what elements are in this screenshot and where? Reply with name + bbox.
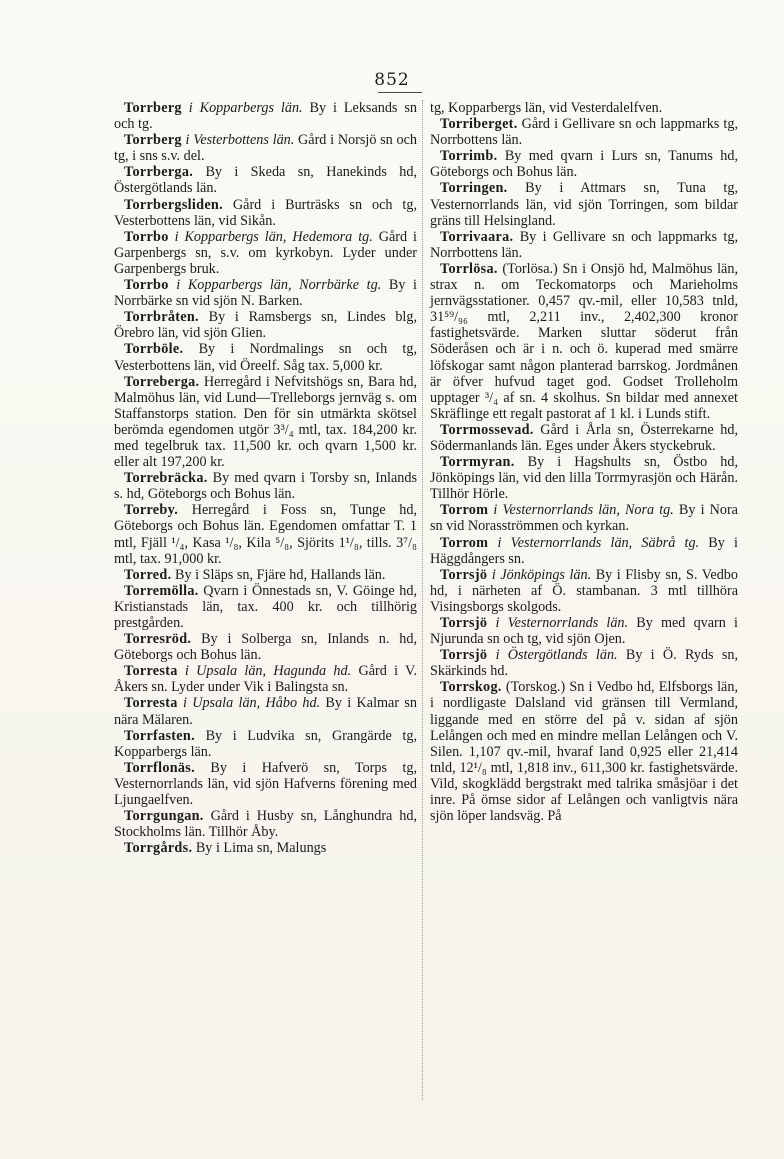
dictionary-entry	[114, 502, 417, 566]
dictionary-entry	[114, 631, 417, 663]
entry-headword: Torreby.	[124, 502, 179, 519]
left-column	[114, 100, 417, 856]
entry-text: By i Ö. Ryds sn, Skärkinds hd.	[430, 647, 738, 680]
entry-headword: Torrom	[440, 502, 489, 519]
dictionary-entry	[430, 647, 738, 679]
entry-headword: Torred.	[124, 566, 172, 583]
dictionary-entry	[114, 164, 417, 196]
entry-text: Herregård i Nefvitshögs sn, Bara hd, Malmöhus län, vid Lund—Trelleborgs jernväg s. om Staffanstorps station. Den för sin utmärkta skötsel berömda egendomen utgör 3³/₄ mtl, tax. 184,200 kr. med tegelbruk tax. 11,500 kr. och qvarn 1,500 kr. eller alt 197,200 kr.	[114, 373, 417, 471]
entry-text: By i Solberga sn, Inlands n. hd, Göteborgs och Bohus län.	[114, 631, 417, 664]
entry-headword: Torrmossevad.	[440, 421, 534, 438]
entry-region: i Vesternorrlands län, Nora tg.	[488, 502, 674, 519]
entry-headword: Torresröd.	[124, 631, 192, 648]
entry-headword: Torrmyran.	[440, 454, 515, 471]
dictionary-entry	[430, 502, 738, 534]
header-rule	[378, 92, 422, 93]
column-divider	[422, 100, 423, 1100]
entry-headword: Torrbergsliden.	[124, 196, 223, 213]
entry-headword: Torrgungan.	[124, 808, 204, 825]
entry-headword: Torresta	[124, 695, 178, 712]
entry-text: By i Ludvika sn, Grangärde tg, Kopparbergs län.	[114, 727, 417, 760]
dictionary-entry	[114, 197, 417, 229]
entry-headword: Torrgårds.	[124, 840, 193, 857]
dictionary-entry	[430, 148, 738, 180]
entry-headword: Torrlösa.	[440, 260, 498, 277]
entry-headword: Torrom	[440, 534, 489, 551]
entry-region: i Vesterbottens län.	[181, 132, 295, 149]
entry-headword: Torreberga.	[124, 373, 200, 390]
entry-headword: Torresta	[124, 663, 178, 680]
dictionary-entry	[430, 261, 738, 422]
entry-region: i Vesternorrlands län, Säbrå tg.	[488, 534, 700, 551]
entry-text: Qvarn i Önnestads sn, V. Göinge hd, Kristianstads län, tax. 400 kr. och tillhörig prestgården.	[114, 582, 417, 631]
entry-region: i Kopparbergs län, Hedemora tg.	[168, 228, 373, 245]
entry-region: i Kopparbergs län.	[181, 100, 303, 116]
dictionary-entry	[430, 422, 738, 454]
dictionary-entry	[430, 567, 738, 615]
entry-region: i Upsala län, Hagunda hd.	[177, 663, 352, 680]
entry-text: By i Gellivare sn och lappmarks tg, Norrbottens län.	[430, 228, 738, 261]
entry-text: By i Häggdångers sn.	[430, 534, 739, 567]
dictionary-entry	[430, 454, 738, 502]
entry-headword: Torrfasten.	[124, 727, 195, 744]
entry-headword: Torrimb.	[440, 148, 498, 165]
dictionary-entry	[430, 229, 738, 261]
dictionary-entry	[114, 728, 417, 760]
entry-region: i Östergötlands län.	[487, 647, 618, 664]
dictionary-entry	[114, 100, 417, 132]
entry-text: Gård i Husby sn, Långhundra hd, Stockholms län. Tillhör Åby.	[114, 808, 417, 841]
dictionary-entry	[114, 808, 417, 840]
entry-headword: Torrsjö	[440, 647, 488, 664]
entry-text: tg, Kopparbergs län, vid Vesterdalelfven.	[430, 100, 663, 116]
entry-headword: Torrsjö	[440, 615, 488, 631]
dictionary-entry	[114, 277, 417, 309]
dictionary-entry	[114, 132, 417, 164]
entry-headword: Torringen.	[440, 180, 508, 197]
entry-text: By i Flisby sn, S. Vedbo hd, i närheten af Ö. stambanan. 3 mtl tillhöra Visingsborgs skolgods.	[430, 566, 738, 615]
entry-text: Gård i Norsjö sn och tg, i sns s.v. del.	[114, 132, 417, 165]
entry-headword: Torrbo	[124, 277, 169, 294]
dictionary-entry	[430, 180, 738, 228]
dictionary-entry	[114, 341, 417, 373]
dictionary-entry	[114, 583, 417, 631]
entry-text: (Torskog.) Sn i Vedbo hd, Elfsborgs län, i nordligaste Dalsland vid gränsen till Vermland, liggande med en större del på v. sidan af sjön Lelången och med en mindre mellan Lelången och V. Silen. 1,107 qv.-mil, hvaraf land 0,925 eller 21,414 tnld, 12¹/₈ mtl, 1,818 inv., 611,300 kr. fastighetsvärde. Vild, skogklädd bergstrakt med talrika småsjöar i det inre. På ömse sidor af Lelången och vanligtvis nära sjön löper landsväg. På	[430, 679, 738, 825]
dictionary-entry	[430, 679, 738, 824]
entry-text: Herregård i Foss sn, Tunge hd, Göteborgs och Bohus län. Egendomen omfattar T. 1 mtl, Fjäll ¹/₄, Kasa ¹/₈, Kila ⁵/₈, Sjörits 1¹/₈, tills. 3⁷/₈ mtl, tax. 91,000 kr.	[114, 502, 417, 567]
entry-text: By i Leksands sn och tg.	[114, 100, 417, 133]
dictionary-entry	[430, 100, 738, 116]
entry-text: By i Skeda sn, Hanekinds hd, Östergötlands län.	[114, 164, 417, 197]
entry-text: By i Hafverö sn, Torps tg, Vesternorrlands län, vid sjön Hafverns förening med Ljungaelfven.	[114, 759, 417, 809]
entry-headword: Torrbo	[124, 228, 169, 245]
dictionary-entry	[114, 309, 417, 341]
dictionary-entry	[114, 374, 417, 471]
entry-text: Gård i Garpenbergs sn, s.v. om kyrkobyn. Lyder under Garpenbergs bruk.	[114, 228, 417, 277]
entry-text: By i Släps sn, Fjäre hd, Hallands län.	[171, 566, 386, 583]
page-number: 852	[374, 70, 410, 90]
entry-headword: Torrberg	[124, 100, 182, 116]
entry-headword: Torrberg	[124, 132, 182, 149]
entry-region: i Upsala län, Håbo hd.	[177, 695, 321, 712]
entry-text: By i Hagshults sn, Östbo hd, Jönköpings län, vid den lilla Torrmyrasjön och Härån. Tillhör Hörle.	[430, 454, 738, 503]
entry-text: By i Norrbärke sn vid sjön N. Barken.	[114, 277, 418, 310]
entry-text: By i Nora sn vid Norasströmmen och kyrkan.	[430, 502, 738, 535]
right-column	[430, 100, 738, 824]
entry-text: (Torlösa.) Sn i Onsjö hd, Malmöhus län, strax n. om Teckomatorps och Marieholms jernvägsstationer. 0,457 qv.-mil, eller 10,583 tnld, 31⁵⁹/₉₆ mtl, 2,211 inv., 2,402,300 kronor fastighetsvärde. Marken sluttar söderut från Söderåsen och är i n. och ö. kuperad med smärre löfskogar samt någon planterad barrskog. Jordmånen är öfver hufvud taget god. Godset Trolleholm upptager ³/₄ af sn. 4 skolhus. Sn bildar med annexet Skräflinge ett regalt pastorat af 1 kl. i Lunds stift.	[430, 260, 738, 422]
entry-region: i Kopparbergs län, Norrbärke tg.	[168, 277, 382, 294]
dictionary-entry	[114, 695, 417, 727]
entry-headword: Torrivaara.	[440, 228, 514, 245]
entry-text: By i Nordmalings sn och tg, Vesterbottens län, vid Öreelf. Såg tax. 5,000 kr.	[114, 341, 417, 374]
dictionary-entry	[114, 470, 417, 502]
entry-headword: Torrsjö	[440, 566, 488, 583]
dictionary-entry	[430, 535, 738, 567]
dictionary-entry	[430, 116, 738, 148]
entry-text: By i Lima sn, Malungs	[192, 840, 327, 857]
entry-headword: Torrflonäs.	[124, 759, 195, 776]
entry-headword: Torrböle.	[124, 341, 184, 358]
dictionary-entry	[114, 567, 417, 583]
entry-text: Gård i V. Åkers sn. Lyder under Vik i Balingsta sn.	[114, 663, 418, 696]
entry-headword: Torrberga.	[124, 164, 194, 181]
dictionary-entry	[114, 229, 417, 277]
dictionary-entry	[114, 840, 417, 856]
entry-text: By i Kalmar sn nära Mälaren.	[114, 695, 418, 728]
entry-text: By i Attmars sn, Tuna tg, Vesternorrlands län, vid sjön Torringen, som bildar gräns till Helsingland.	[430, 180, 738, 229]
entry-headword: Torrebräcka.	[124, 470, 208, 487]
entry-region: i Vesternorrlands län.	[487, 615, 629, 631]
entry-headword: Torriberget.	[440, 116, 518, 133]
entry-text: By i Ramsbergs sn, Lindes blg, Örebro län, vid sjön Glien.	[114, 309, 417, 342]
entry-headword: Torrbråten.	[124, 309, 199, 326]
entry-headword: Torrskog.	[440, 679, 502, 696]
dictionary-entry	[114, 663, 417, 695]
entry-text: By med qvarn i Torsby sn, Inlands s. hd, Göteborgs och Bohus län.	[114, 470, 417, 503]
entry-headword: Torremölla.	[124, 582, 199, 599]
entry-text: By med qvarn i Njurunda sn och tg, vid sjön Ojen.	[430, 615, 738, 648]
entry-text: By med qvarn i Lurs sn, Tanums hd, Göteborgs och Bohus län.	[430, 148, 738, 181]
entry-text: Gård i Årla sn, Österrekarne hd, Södermanlands län. Eges under Åkers styckebruk.	[430, 421, 738, 454]
entry-region: i Jönköpings län.	[487, 566, 592, 583]
entry-text: Gård i Gellivare sn och lappmarks tg, Norrbottens län.	[430, 116, 738, 149]
dictionary-entry	[430, 615, 738, 647]
dictionary-entry	[114, 760, 417, 808]
entry-text: Gård i Burträsks sn och tg, Vesterbottens län, vid Sikån.	[114, 196, 417, 229]
